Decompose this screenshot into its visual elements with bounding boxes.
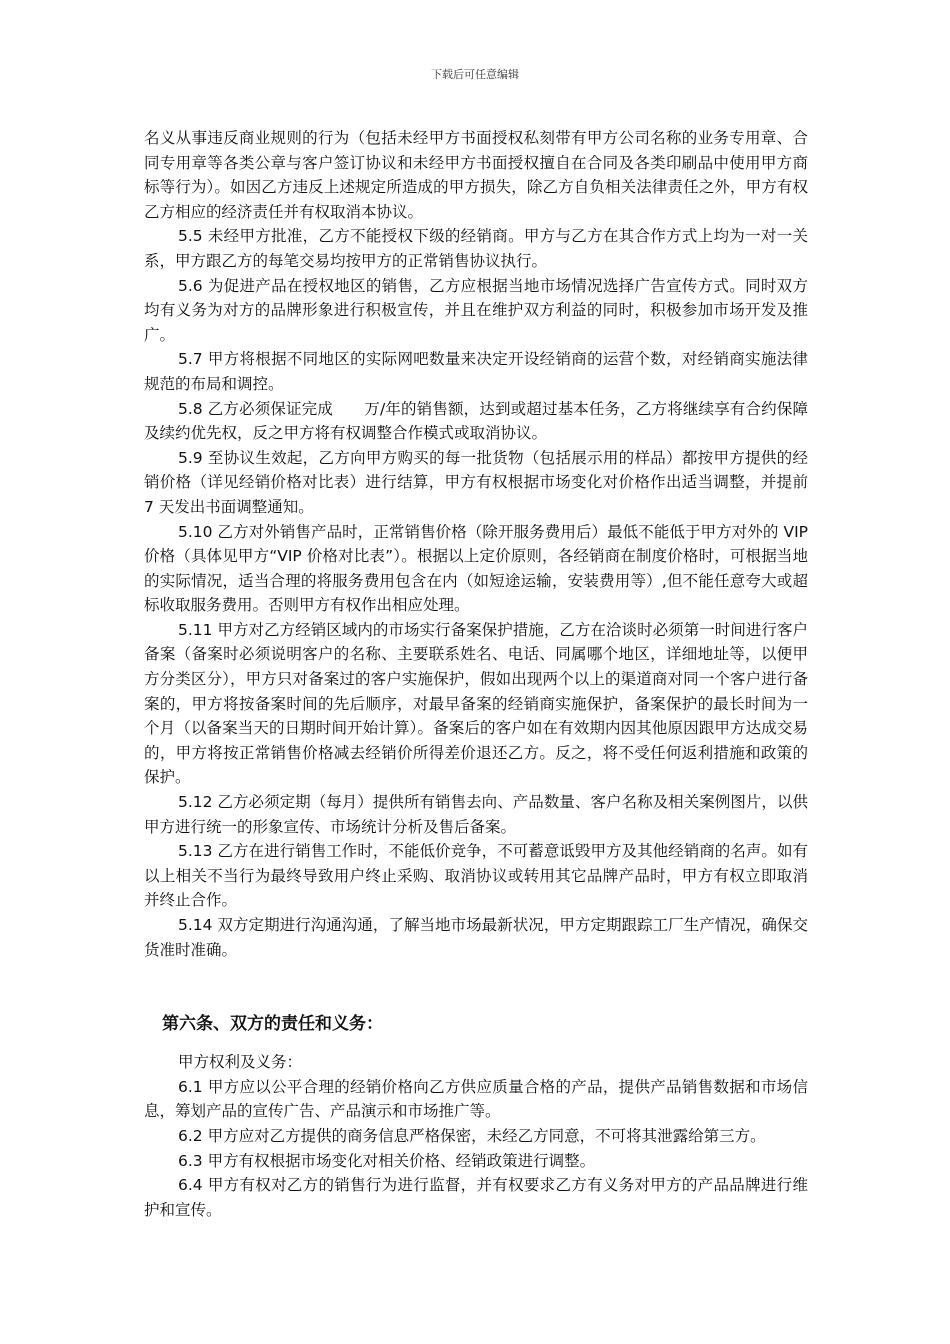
clause-6-2: 6.2 甲方应对乙方提供的商务信息严格保密，未经乙方同意，不可将其泄露给第三方。 [178, 1126, 766, 1145]
clause-5-6: 5.6 为促进产品在授权地区的销售，乙方应根据当地市场情况选择广告宣传方式。同时双方均有义务为对方的品牌形象进行积极宣传，并且在维护双方利益的同时，积极参加市场开发及推广。 [144, 276, 808, 344]
clause-5-10: 5.10 乙方对外销售产品时，正常销售价格（除开服务费用后）最低不能低于甲方对外的 VIP 价格（具体见甲方“VIP 价格对比表”）。根据以上定价原则，各经销商在制度价格时，可根据当地的实际情况，适当合理的将服务费用包含在内（如短途运输，安装费用等）,但不能任意夸大或超标收取服务费用。否则甲方有权作出相应处理。 [144, 522, 808, 615]
clause-5-8: 5.8 乙方必须保证完成 万/年的销售额，达到或超过基本任务，乙方将继续享有合约保障及续约优先权，反之甲方将有权调整合作模式或取消协议。 [144, 399, 808, 443]
party-a-subheading: 甲方权利及义务： [178, 1053, 303, 1072]
section-heading-article-6: 第六条、双方的责任和义务： [162, 1014, 383, 1035]
clause-5-11: 5.11 甲方对乙方经销区域内的市场实行备案保护措施，乙方在洽谈时必须第一时间进行客户备案（备案时必须说明客户的名称、主要联系姓名、电话、同属哪个地区，详细地址等，以便甲方分类区分），甲方只对备案过的客户实施保护，假如出现两个以上的渠道商对同一个客户进行备案的，甲方将按备案时间的先后顺序，对最早备案的经销商实施保护，备案保护的最长时间为一个月（以备案当天的日期时间开始计算）。备案后的客户如在有效期内因其他原因跟甲方达成交易的，甲方将按正常销售价格减去经销价所得差价退还乙方。反之，将不受任何返利措施和政策的保护。 [144, 620, 808, 787]
clause-5-5: 5.5 未经甲方批准，乙方不能授权下级的经销商。甲方与乙方在其合作方式上均为一对一关系，甲方跟乙方的每笔交易均按甲方的正常销售协议执行。 [144, 227, 808, 270]
clause-5-12: 5.12 乙方必须定期（每月）提供所有销售去向、产品数量、客户名称及相关案例图片，以供甲方进行统一的形象宣传、市场统计分析及售后备案。 [144, 793, 808, 836]
clause-5-14: 5.14 双方定期进行沟通沟通，了解当地市场最新状况，甲方定期跟踪工厂生产情况，确保交货准时准确。 [144, 916, 808, 959]
document-body [144, 126, 808, 1222]
clause-5-9: 5.9 至协议生效起，乙方向甲方购买的每一批货物（包括展示用的样品）都按甲方提供的经销价格（详见经销价格对比表）进行结算，甲方有权根据市场变化对价格作出适当调整，并提前 7 天发出书面调整通知。 [144, 448, 808, 516]
page-header: 下载后可任意编辑 [431, 68, 519, 81]
clause-6-1: 6.1 甲方应以公平合理的经销价格向乙方供应质量合格的产品，提供产品销售数据和市场信息，筹划产品的宣传广告、产品演示和市场推广等。 [144, 1077, 808, 1121]
clause-6-4: 6.4 甲方有权对乙方的销售行为进行监督，并有权要求乙方有义务对甲方的产品品牌进行维护和宣传。 [144, 1176, 808, 1219]
clause-5-7: 5.7 甲方将根据不同地区的实际网吧数量来决定开设经销商的运营个数，对经销商实施法律规范的布局和调控。 [144, 350, 808, 393]
clause-5-13: 5.13 乙方在进行销售工作时，不能低价竞争，不可蓄意诋毁甲方及其他经销商的名声。如有以上相关不当行为最终导致用户终止采购、取消协议或转用其它品牌产品时，甲方有权立即取消并终止合作。 [144, 842, 808, 910]
paragraph-continuation: 名义从事违反商业规则的行为（包括未经甲方书面授权私刻带有甲方公司名称的业务专用章、合同专用章等各类公章与客户签订协议和未经甲方书面授权擅自在合同及各类印刷品中使用甲方商标等行为）。如因乙方违反上述规定所造成的甲方损失，除乙方自负相关法律责任之外，甲方有权乙方相应的经济责任并有权取消本协议。 [144, 129, 808, 221]
clause-6-3: 6.3 甲方有权根据市场变化对相关价格、经销政策进行调整。 [178, 1151, 596, 1170]
